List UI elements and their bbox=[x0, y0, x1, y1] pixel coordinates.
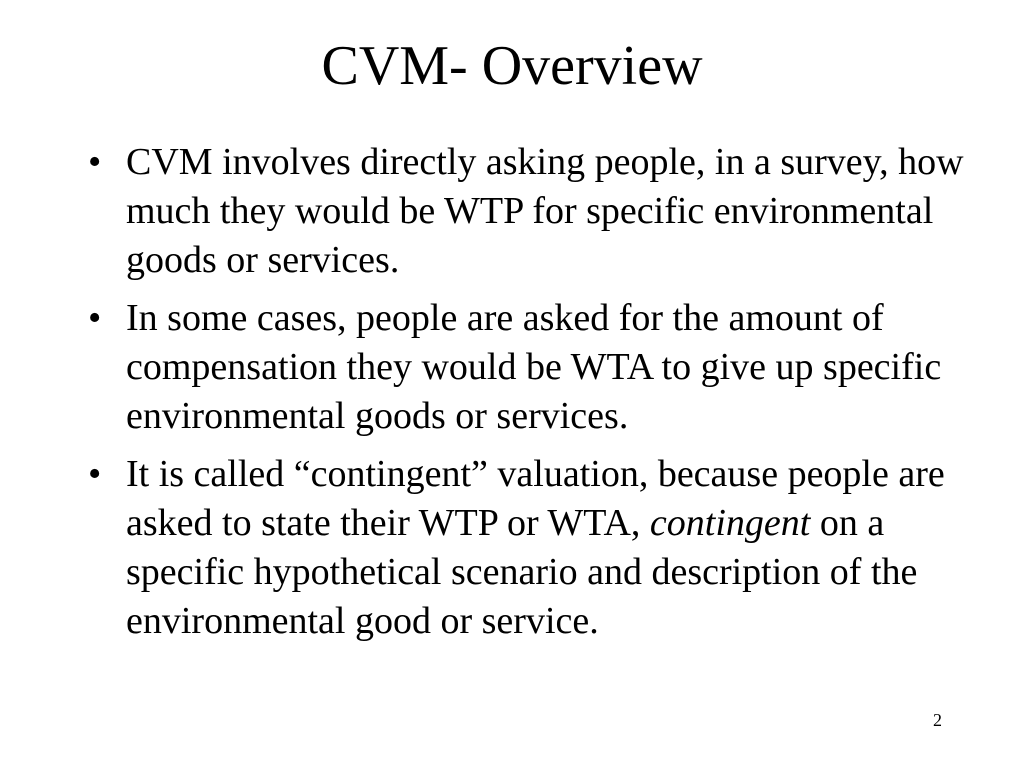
bullet-text-emphasis: contingent bbox=[649, 502, 811, 544]
bullet-text-part: It is called “contingent” valuation, because people are asked to state their WTP or WTA, bbox=[126, 453, 945, 544]
bullet-item bbox=[88, 138, 968, 285]
bullet-list bbox=[88, 138, 968, 655]
page-number: 2 bbox=[933, 710, 942, 730]
bullet-text: CVM involves directly asking people, in a survey, how much they would be WTP for specific environmental goods or services. bbox=[126, 141, 964, 281]
bullet-item bbox=[88, 450, 968, 646]
bullet-marker: • bbox=[88, 141, 102, 183]
bullet-text: In some cases, people are asked for the amount of compensation they would be WTA to give up specific environmental goods or services. bbox=[126, 297, 942, 437]
bullet-marker: • bbox=[88, 453, 102, 495]
slide-title: CVM- Overview bbox=[321, 35, 703, 97]
bullet-item bbox=[88, 294, 968, 441]
bullet-text-part: on a specific hypothetical scenario and description of the environmental good or service. bbox=[126, 502, 918, 642]
bullet-marker: • bbox=[88, 297, 102, 339]
bullet-text bbox=[126, 453, 945, 642]
